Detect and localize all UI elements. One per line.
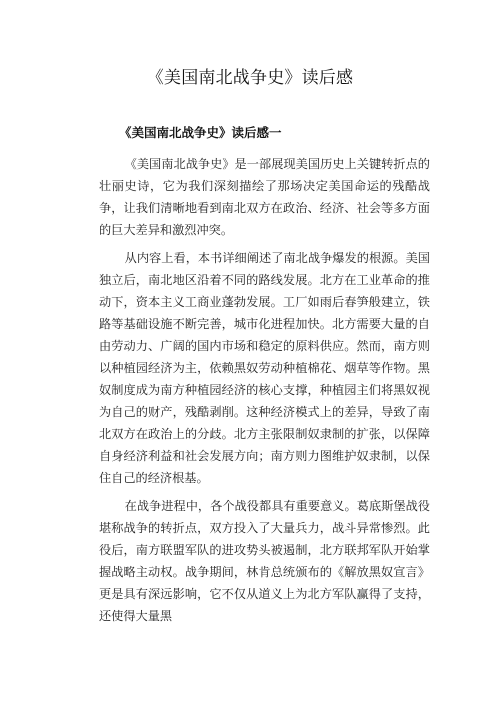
paragraph-battles: 在战争进程中，各个战役都具有重要意义。葛底斯堡战役堪称战争的转折点，双方投入了大量兵力，战斗异常惨烈。此役后，南方联盟军队的进攻势头被遏制，北方联邦军队开始掌握战略主动权。战争期间，林肯总统颁布的《解放黑奴宣言》更是具有深远影响，它不仅从道义上为北方军队赢得了支持，还使得大量黑: [99, 499, 430, 623]
section-heading: 《美国南北战争史》读后感一: [119, 125, 282, 140]
document-body: [99, 124, 430, 627]
document-title: 《美国南北战争史》读后感: [146, 68, 354, 88]
paragraph-origins: 从内容上看，本书详细阐述了南北战争爆发的根源。美国独立后，南北地区沿着不同的路线发展。北方在工业革命的推动下，资本主义工商业蓬勃发展。工厂如雨后春笋般建立，铁路等基础设施不断完善，城市化进程加快。北方需要大量的自由劳动力、广阔的国内市场和稳定的原料供应。然而，南方则以种植园经济为主，依赖黑奴劳动种植棉花、烟草等作物。黑奴制度成为南方种植园经济的核心支撑，种植园主们将黑奴视为自己的财产，残酷剥削。这种经济模式上的差异，导致了南北双方在政治上的分歧。北方主张限制奴隶制的扩张，以保障自身经济利益和社会发展方向；南方则力图维护奴隶制，以保住自己的经济根基。: [99, 251, 430, 485]
paragraph-intro: 《美国南北战争史》是一部展现美国历史上关键转折点的壮丽史诗，它为我们深刻描绘了那场决定美国命运的残酷战争，让我们清晰地看到南北双方在政治、经济、社会等多方面的巨大差异和激烈冲突。: [99, 157, 430, 237]
